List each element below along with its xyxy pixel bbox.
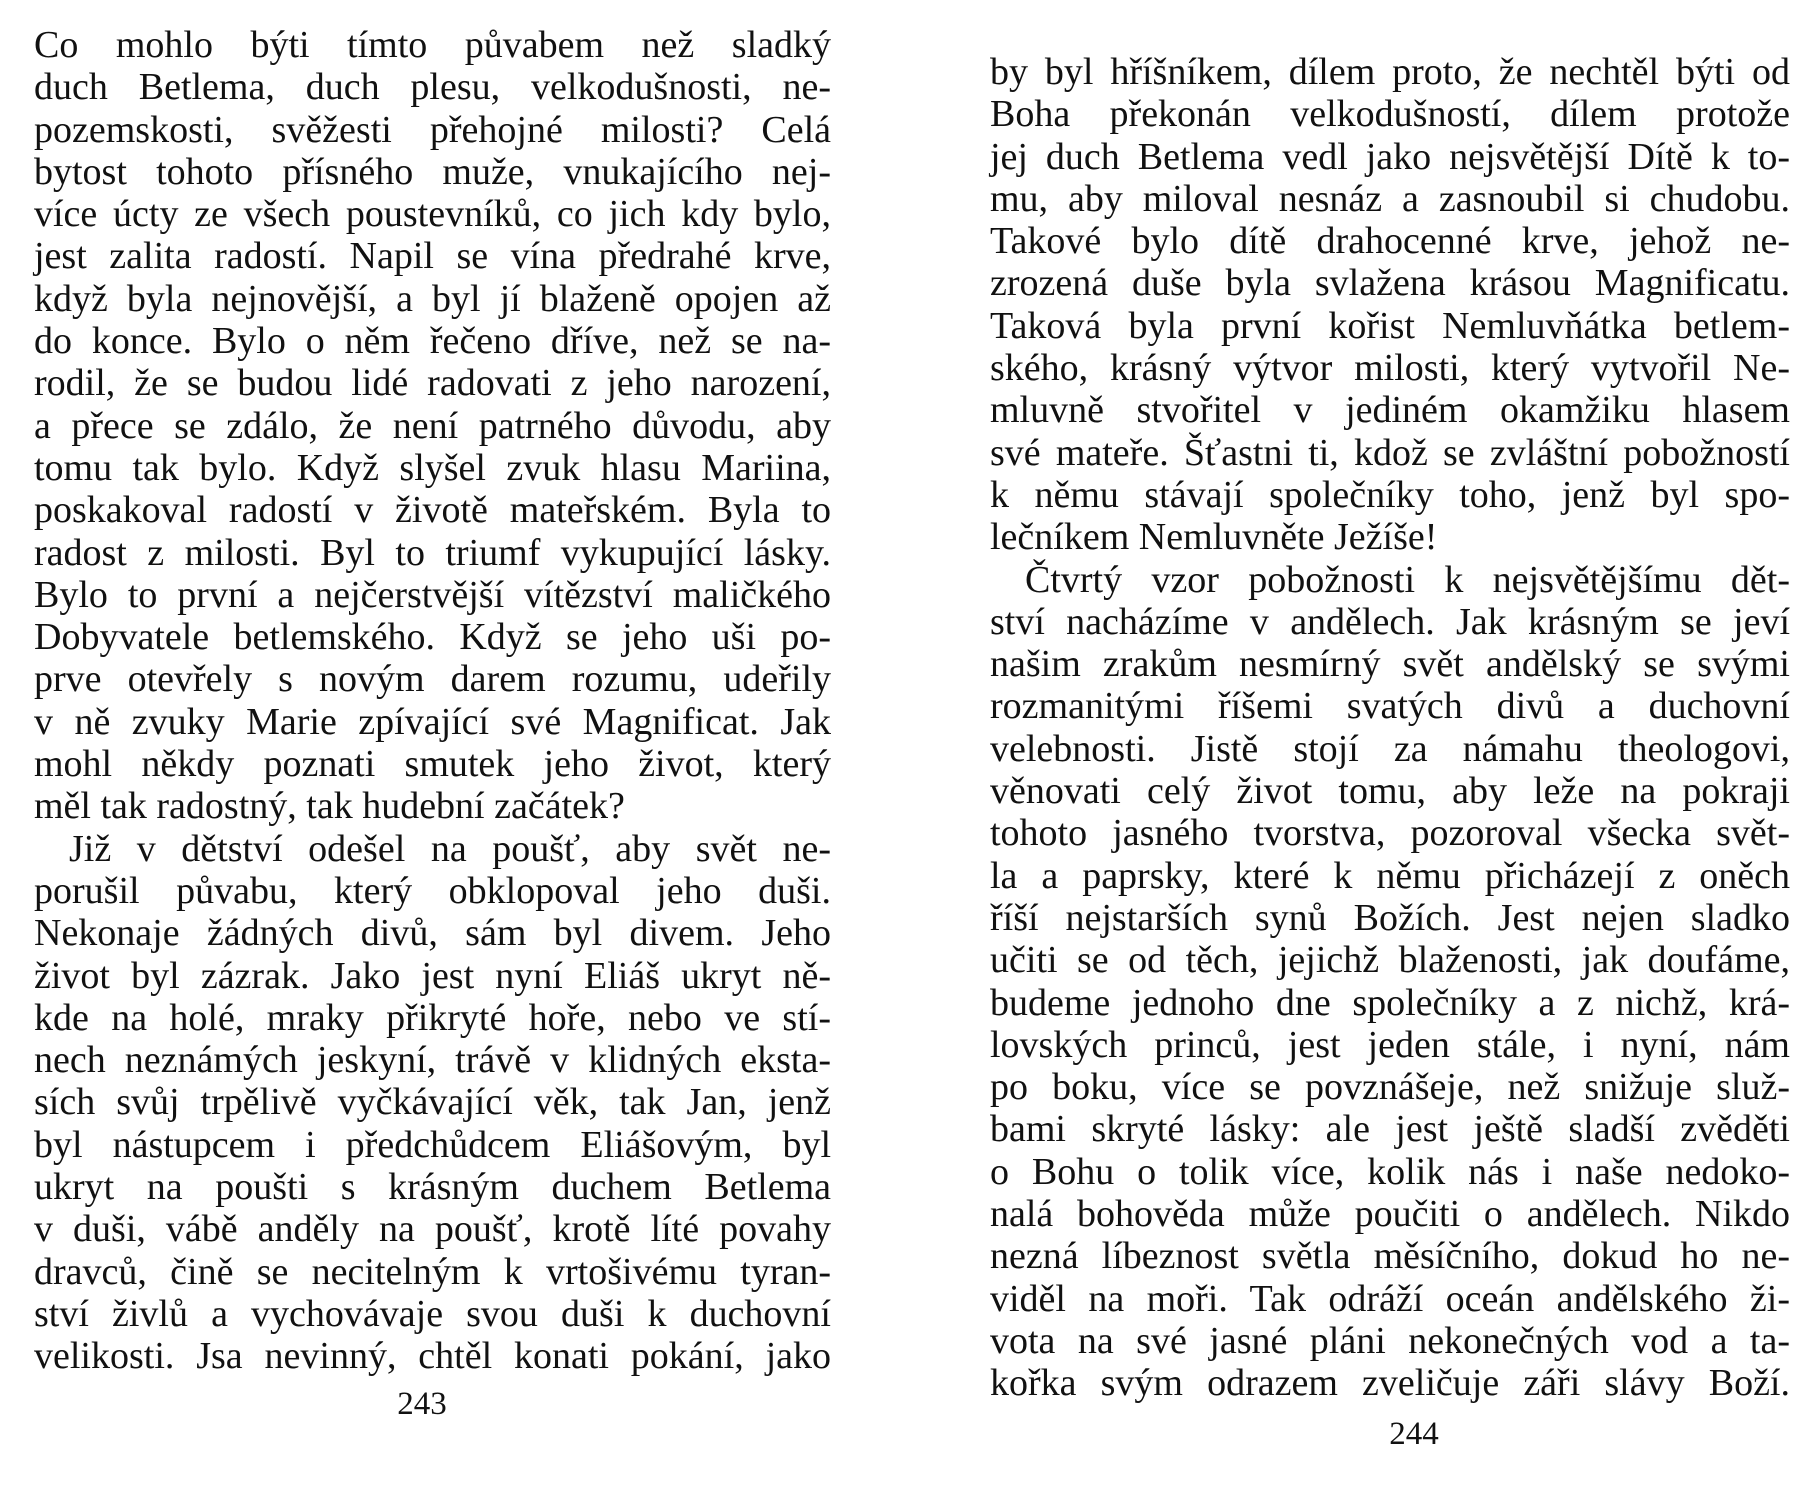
- text-line: když byla nejnovější, a byl jí blaženě opojen až: [34, 277, 831, 320]
- text-line: pozemskosti, svěžesti přehojné milosti? Celá: [34, 108, 831, 151]
- text-line: nezná líbeznost světla měsíčního, dokud ho ne-: [990, 1235, 1790, 1278]
- text-line: ského, krásný výtvor milosti, který vytvořil Ne-: [990, 347, 1790, 390]
- text-line: porušil půvabu, který obklopoval jeho duši.: [34, 869, 831, 912]
- right-page: [904, 0, 1808, 1500]
- text-line: Dobyvatele betlemského. Když se jeho uši po-: [34, 616, 831, 659]
- text-line: bytost tohoto přísného muže, vnukajícího nej-: [34, 150, 831, 193]
- text-line: tomu tak bylo. Když slyšel zvuk hlasu Mariina,: [34, 446, 831, 489]
- text-line: budeme jednoho dne společníky a z nichž, krá-: [990, 981, 1790, 1024]
- text-line: a přece se zdálo, že není patrného důvodu, aby: [34, 404, 831, 447]
- text-line: nalá bohověda může poučiti o andělech. Nikdo: [990, 1193, 1790, 1236]
- left-page-text: [34, 24, 831, 1378]
- text-line: Takové bylo dítě drahocenné krve, jehož ne-: [990, 220, 1790, 263]
- text-line: měl tak radostný, tak hudební začátek?: [34, 785, 625, 828]
- text-line: kořka svým odrazem zveličuje záři slávy Boží.: [990, 1362, 1790, 1405]
- text-line: viděl na moři. Tak odráží oceán andělského ži-: [990, 1277, 1790, 1320]
- text-line: říší nejstarších synů Božích. Jest nejen sladko: [990, 896, 1790, 939]
- text-line: více úcty ze všech poustevníků, co jich kdy bylo,: [34, 193, 831, 236]
- text-line: život byl zázrak. Jako jest nyní Eliáš ukryt ně-: [34, 954, 831, 997]
- page-number: 244: [1389, 1416, 1439, 1452]
- text-line: mu, aby miloval nesnáz a zasnoubil si chudobu.: [990, 177, 1790, 220]
- text-line: by byl hříšníkem, dílem proto, že nechtěl býti od: [990, 51, 1790, 93]
- text-line: dravců, čině se necitelným k vrtošivému tyran-: [34, 1250, 831, 1293]
- text-line: ství nacházíme v andělech. Jak krásným se jeví: [990, 600, 1790, 643]
- text-line: la a paprsky, které k němu přicházejí z oněch: [990, 854, 1790, 897]
- text-line: byl nástupcem i předchůdcem Eliášovým, byl: [34, 1123, 831, 1166]
- text-line: vota na své jasné pláni nekonečných vod a ta-: [990, 1319, 1790, 1362]
- text-line: jej duch Betlema vedl jako nejsvětější Dítě k to-: [990, 135, 1790, 178]
- text-line: Čtvrtý vzor pobožnosti k nejsvětějšímu dět-: [1025, 558, 1790, 601]
- text-line: lovských princů, jest jeden stále, i nyní, nám: [990, 1023, 1790, 1066]
- text-line: nech neznámých jeskyní, trávě v klidných eksta-: [34, 1039, 831, 1082]
- text-line: poskakoval radostí v životě mateřském. Byla to: [34, 489, 831, 532]
- text-line: Nekonaje žádných divů, sám byl divem. Jeho: [34, 912, 831, 955]
- text-line: mluvně stvořitel v jediném okamžiku hlasem: [990, 389, 1790, 432]
- text-line: Taková byla první kořist Nemluvňátka betlem-: [990, 304, 1790, 347]
- text-line: duch Betlema, duch plesu, velkodušnosti, ne-: [34, 66, 831, 109]
- text-line: bami skryté lásky: ale jest ještě sladší zvěděti: [990, 1108, 1790, 1151]
- text-line: o Bohu o tolik více, kolik nás i naše nedoko-: [990, 1150, 1790, 1193]
- text-line: Boha překonán velkodušností, dílem protože: [990, 93, 1790, 136]
- text-line: ství živlů a vychovávaje svou duši k duchovní: [34, 1292, 831, 1335]
- text-line: do konce. Bylo o něm řečeno dříve, než se na-: [34, 320, 831, 363]
- text-line: ukryt na poušti s krásným duchem Betlema: [34, 1166, 831, 1209]
- text-line: v duši, vábě anděly na poušť, krotě líté povahy: [34, 1208, 831, 1251]
- text-line: kde na holé, mraky přikryté hoře, nebo ve stí-: [34, 996, 831, 1039]
- text-line: své mateře. Šťastni ti, kdož se zvláštní pobožností: [990, 431, 1790, 474]
- text-line: v ně zvuky Marie zpívající své Magnificat. Jak: [34, 700, 831, 743]
- text-line: Již v dětství odešel na poušť, aby svět ne-: [69, 827, 831, 870]
- text-line: radost z milosti. Byl to triumf vykupující lásky.: [34, 531, 831, 574]
- text-line: velikosti. Jsa nevinný, chtěl konati pokání, jako: [34, 1335, 831, 1378]
- text-line: po boku, více se povznášeje, než snižuje služ-: [990, 1066, 1790, 1109]
- text-line: učiti se od těch, jejichž blaženosti, jak doufáme,: [990, 939, 1790, 982]
- text-line: prve otevřely s novým darem rozumu, udeřily: [34, 658, 831, 701]
- text-line: věnovati celý život tomu, aby leže na pokraji: [990, 770, 1790, 813]
- text-line: rodil, že se budou lidé radovati z jeho narození,: [34, 362, 831, 405]
- text-line: tohoto jasného tvorstva, pozoroval všecka svět-: [990, 812, 1790, 855]
- text-line: zrozená duše byla svlažena krásou Magnificatu.: [990, 262, 1790, 305]
- text-line: Bylo to první a nejčerstvější vítězství maličkého: [34, 573, 831, 616]
- text-line: k němu stávají společníky toho, jenž byl spo-: [990, 473, 1790, 516]
- text-line: lečníkem Nemluvněte Ježíše!: [990, 516, 1438, 559]
- page-number: 243: [397, 1386, 447, 1422]
- right-page-text: [990, 51, 1790, 1405]
- text-line: Co mohlo býti tímto půvabem než sladký: [34, 24, 831, 66]
- text-line: velebnosti. Jistě stojí za námahu theologovi,: [990, 727, 1790, 770]
- text-line: mohl někdy poznati smutek jeho život, který: [34, 743, 831, 786]
- text-line: sích svůj trpělivě vyčkávající věk, tak Jan, jenž: [34, 1081, 831, 1124]
- text-line: našim zrakům nesmírný svět andělský se svými: [990, 643, 1790, 686]
- text-line: rozmanitými říšemi svatých divů a duchovní: [990, 685, 1790, 728]
- text-line: jest zalita radostí. Napil se vína předrahé krve,: [34, 235, 831, 278]
